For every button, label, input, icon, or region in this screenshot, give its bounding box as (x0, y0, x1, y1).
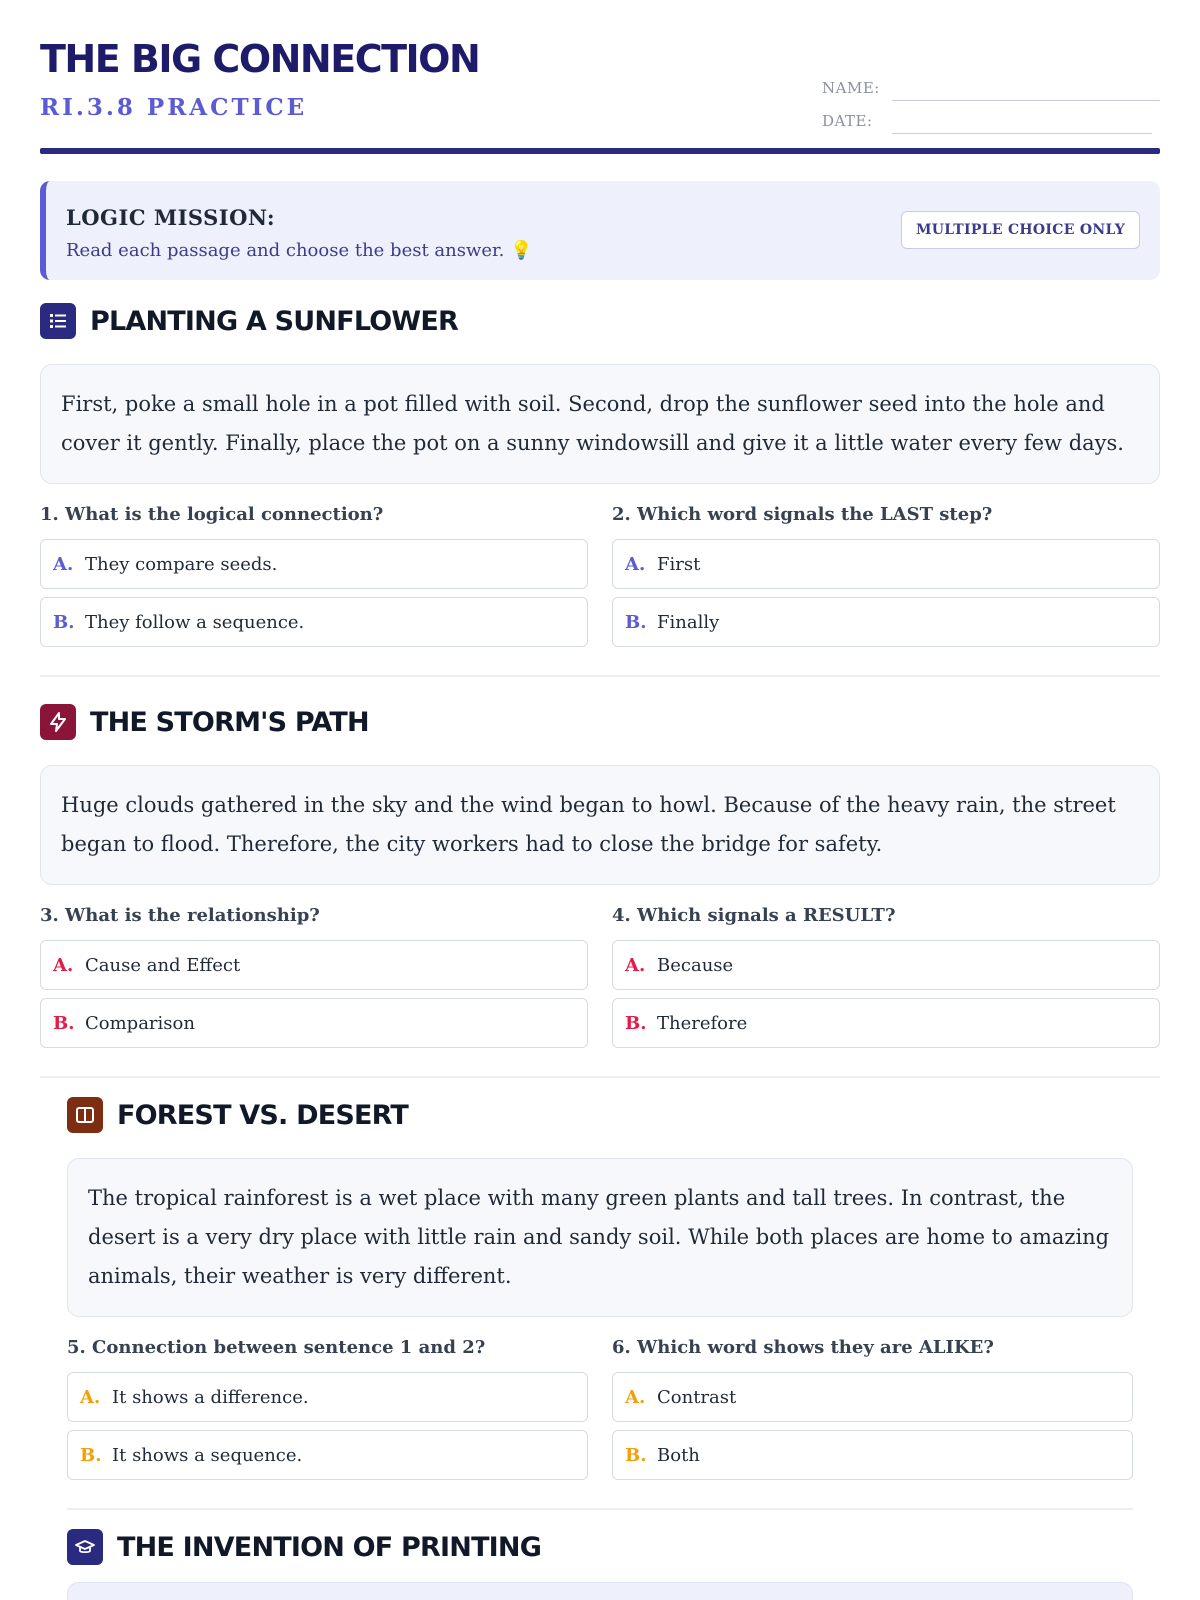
option-a[interactable]: A. It shows a difference. (67, 1372, 588, 1422)
question-text: 2. Which word signals the LAST step? (612, 504, 993, 525)
question-grid (67, 1337, 1133, 1488)
option-b[interactable]: B. Finally (612, 597, 1160, 647)
question-3 (40, 905, 588, 1056)
columns-icon (67, 1097, 103, 1133)
section-storm (40, 704, 1160, 1078)
section-sunflower (40, 303, 1160, 677)
section-divider (67, 1508, 1133, 1510)
section-printing (67, 1529, 1133, 1600)
list-icon (40, 303, 76, 339)
graduation-cap-icon (67, 1529, 103, 1565)
mission-text: Read each passage and choose the best answer. 💡 (66, 240, 533, 261)
section-title: FOREST VS. DESERT (117, 1099, 409, 1131)
passage: First, poke a small hole in a pot filled with soil. Second, drop the sunflower seed into the hole and cover it gently. Finally, place the pot on a sunny windowsill and give it a little water every few days. (40, 364, 1160, 484)
question-grid (40, 504, 1160, 655)
option-b[interactable]: B. Therefore (612, 998, 1160, 1048)
question-4 (612, 905, 1160, 1056)
mission-box (40, 181, 1160, 280)
section-divider (40, 675, 1160, 677)
worksheet-header (40, 36, 1160, 154)
name-date-box (822, 68, 1160, 134)
question-text: 3. What is the relationship? (40, 905, 320, 926)
name-field[interactable] (892, 79, 1160, 101)
option-a[interactable]: A. They compare seeds. (40, 539, 588, 589)
option-a[interactable]: A. Contrast (612, 1372, 1133, 1422)
question-text: 6. Which word shows they are ALIKE? (612, 1337, 994, 1358)
passage: The tropical rainforest is a wet place with many green plants and tall trees. In contrast, the desert is a very dry place with little rain and sandy soil. While both places are home to amazing animals, their weather is very different. (67, 1158, 1133, 1317)
lightbulb-icon: 💡 (510, 240, 533, 261)
option-a[interactable]: A. Because (612, 940, 1160, 990)
question-1 (40, 504, 588, 655)
option-a[interactable]: A. Cause and Effect (40, 940, 588, 990)
question-grid (40, 905, 1160, 1056)
section-header (67, 1097, 1133, 1133)
section-title: THE STORM'S PATH (90, 706, 369, 738)
question-text: 4. Which signals a RESULT? (612, 905, 896, 926)
option-b[interactable]: B. They follow a sequence. (40, 597, 588, 647)
section-header (40, 704, 1160, 740)
question-2 (612, 504, 1160, 655)
question-6 (612, 1337, 1133, 1488)
section-forest-desert (67, 1097, 1133, 1510)
page-subtitle: RI.3.8 PRACTICE (40, 94, 308, 121)
question-5 (67, 1337, 588, 1488)
page-title: THE BIG CONNECTION (40, 37, 480, 81)
mission-title: LOGIC MISSION: (66, 205, 276, 230)
passage (67, 1582, 1133, 1600)
section-divider (40, 1076, 1160, 1078)
name-label: NAME: (822, 79, 880, 97)
section-header (67, 1529, 1133, 1565)
section-header (40, 303, 1160, 339)
option-b[interactable]: B. Both (612, 1430, 1133, 1480)
header-rule (40, 148, 1160, 154)
lightning-icon (40, 704, 76, 740)
date-label: DATE: (822, 112, 873, 130)
passage: Huge clouds gathered in the sky and the wind began to howl. Because of the heavy rain, the street began to flood. Therefore, the city workers had to close the bridge for safety. (40, 765, 1160, 885)
question-text: 1. What is the logical connection? (40, 504, 384, 525)
option-a[interactable]: A. First (612, 539, 1160, 589)
date-field[interactable] (892, 112, 1152, 134)
option-b[interactable]: B. Comparison (40, 998, 588, 1048)
section-title: PLANTING A SUNFLOWER (90, 305, 459, 337)
option-b[interactable]: B. It shows a sequence. (67, 1430, 588, 1480)
question-text: 5. Connection between sentence 1 and 2? (67, 1337, 486, 1358)
section-title: THE INVENTION OF PRINTING (117, 1531, 542, 1563)
multiple-choice-badge: MULTIPLE CHOICE ONLY (901, 211, 1140, 249)
